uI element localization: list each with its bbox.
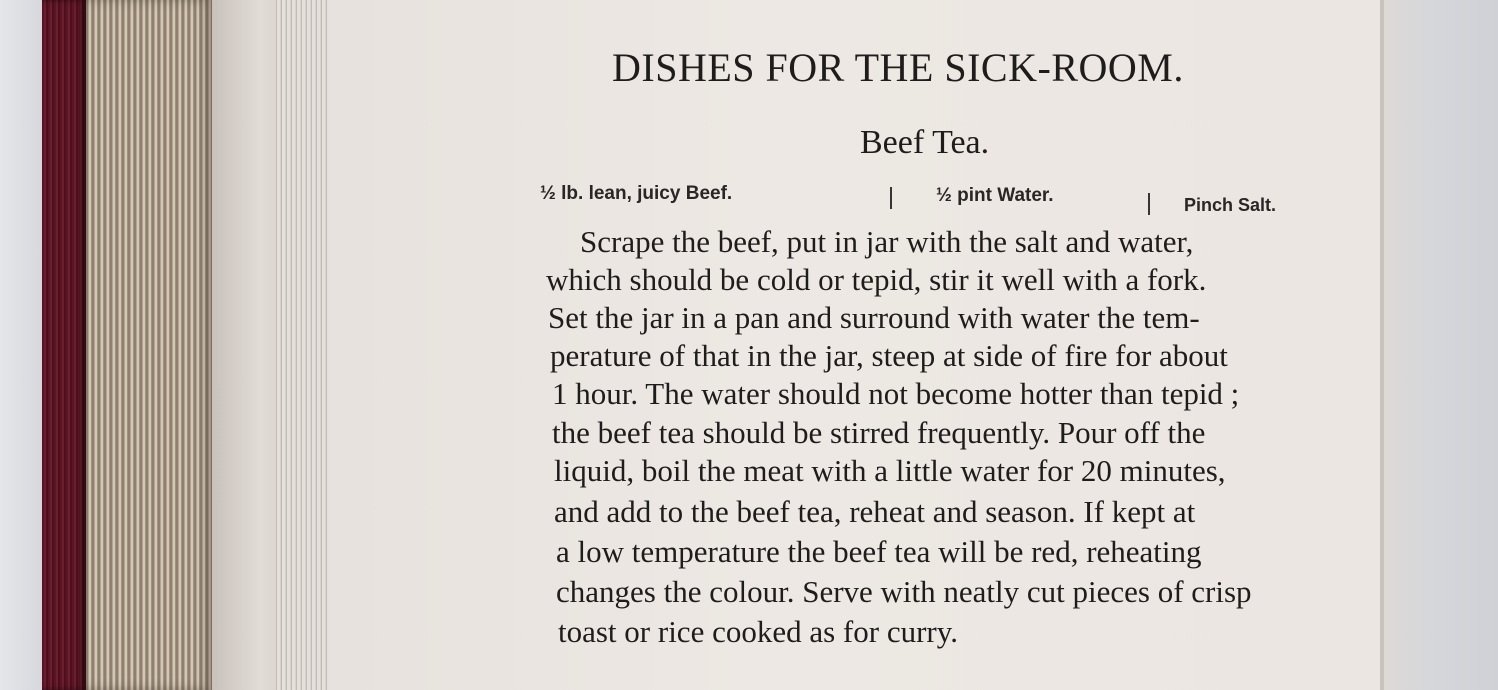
- body-line: Set the jar in a pan and surround with water the tem-: [548, 300, 1200, 335]
- body-line: changes the colour. Serve with neatly cut pieces of crisp: [556, 574, 1252, 609]
- ingredient-water: ½ pint Water.: [936, 185, 1054, 206]
- page-heading: DISHES FOR THE SICK-ROOM.: [612, 45, 1184, 90]
- body-line: toast or rice cooked as for curry.: [558, 614, 958, 649]
- recipe-title: Beef Tea.: [860, 124, 990, 161]
- body-line: and add to the beef tea, reheat and season. If kept at: [554, 494, 1196, 529]
- page-edges: [86, 0, 212, 690]
- body-line: 1 hour. The water should not become hotter than tepid ;: [552, 376, 1240, 411]
- body-line: perature of that in the jar, steep at side of fire for about: [550, 338, 1228, 373]
- ingredient-divider: [890, 187, 892, 209]
- gutter-leaves: [276, 0, 336, 690]
- body-line: Scrape the beef, put in jar with the salt and water,: [580, 224, 1194, 259]
- body-line: liquid, boil the meat with a little water for 20 minutes,: [554, 453, 1226, 488]
- ingredient-salt: Pinch Salt.: [1184, 195, 1277, 215]
- book-cover-spine: [42, 0, 86, 690]
- ingredient-beef: ½ lb. lean, juicy Beef.: [540, 183, 733, 204]
- page-right-edge: [1380, 0, 1498, 690]
- ingredient-divider: [1148, 193, 1150, 215]
- body-line: the beef tea should be stirred frequently. Pour off the: [552, 415, 1206, 450]
- body-line: which should be cold or tepid, stir it well with a fork.: [546, 262, 1207, 297]
- ingredients-row: [540, 183, 1300, 223]
- body-line: a low temperature the beef tea will be red, reheating: [556, 534, 1202, 569]
